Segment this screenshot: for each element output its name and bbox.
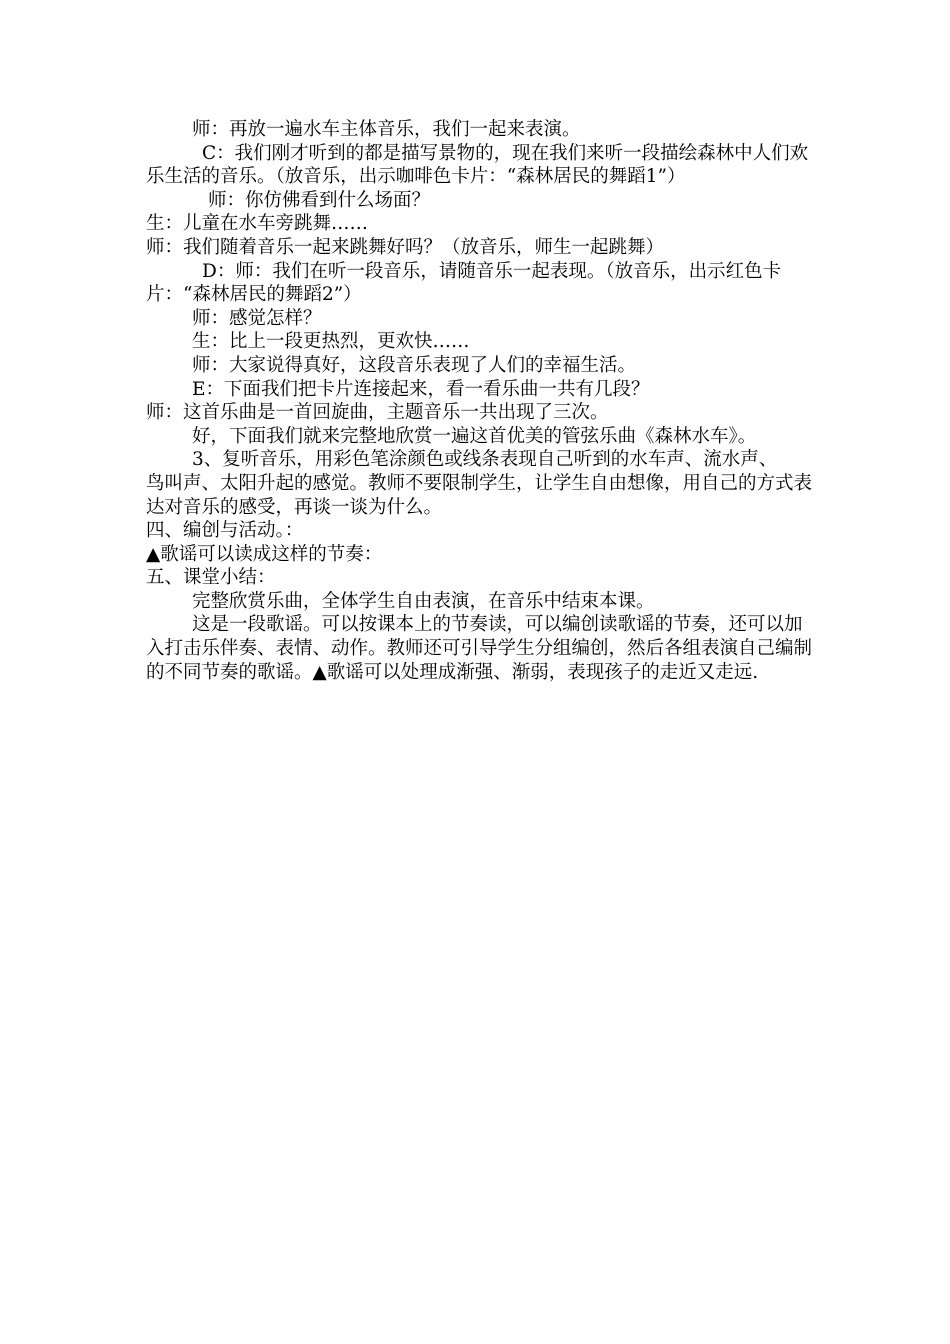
paragraph-teacher-feeling: 师：感觉怎样？: [192, 307, 322, 329]
paragraph-student-feeling: 生：比上一段更热烈，更欢快……: [192, 331, 470, 353]
paragraph-rondo: 师：这首乐曲是一首回旋曲，主题音乐一共出现了三次。: [146, 402, 609, 424]
heading-section-five: 五、课堂小结：: [146, 567, 276, 589]
paragraph-teacher-dance: 师：我们随着音乐一起来跳舞好吗？（放音乐，师生一起跳舞）: [146, 236, 665, 258]
paragraph-rhythm-note: ▲歌谣可以读成这样的节奏：: [146, 543, 383, 565]
paragraph-teacher-praise: 师：大家说得真好，这段音乐表现了人们的幸福生活。: [192, 354, 637, 376]
document-page: [146, 118, 818, 684]
paragraph-full-listen: 好，下面我们就来完整地欣赏一遍这首优美的管弦乐曲《森林水车》。: [192, 425, 757, 447]
paragraph-student-answer: 生：儿童在水车旁跳舞……: [146, 213, 369, 235]
paragraph-teacher-question: 师：你仿佛看到什么场面？: [208, 189, 431, 211]
relisten-part-1: 3、复听音乐，用彩色笔涂颜色或线条表现自己听到的水车声、流水声、: [192, 449, 778, 471]
heading-section-four: 四、编创与活动。：: [146, 520, 304, 542]
paragraph-relisten: [146, 448, 818, 519]
paragraph-section-c: C：我们刚才听到的都是描写景物的，现在我们来听一段描绘森林中人们欢乐生活的音乐。（放音乐，出示咖啡色卡片：“森林居民的舞蹈1”）: [146, 142, 809, 188]
paragraph-section-d: D：师：我们在听一段音乐，请随音乐一起表现。（放音乐，出示红色卡片：“森林居民的舞蹈2”）: [146, 260, 782, 306]
relisten-part-2: 鸟叫声、太阳升起的感觉。教师不要限制学生，让学生自由想像，用自己的方式表达对音乐的感受，再谈一谈为什么。: [146, 472, 813, 518]
paragraph-teacher-replay: 师：再放一遍水车主体音乐，我们一起来表演。: [192, 119, 581, 140]
paragraph-summary: 完整欣赏乐曲，全体学生自由表演，在音乐中结束本课。: [192, 590, 655, 612]
paragraph-section-e: E：下面我们把卡片连接起来，看一看乐曲一共有几段？: [192, 378, 650, 400]
paragraph-ballad: 这是一段歌谣。可以按课本上的节奏读，可以编创读歌谣的节奏，还可以加入打击乐伴奏、表情、动作。教师还可引导学生分组编创，然后各组表演自己编制的不同节奏的歌谣。▲歌谣可以处理成渐强、渐弱，表现孩子的走近又走远.: [146, 614, 813, 683]
